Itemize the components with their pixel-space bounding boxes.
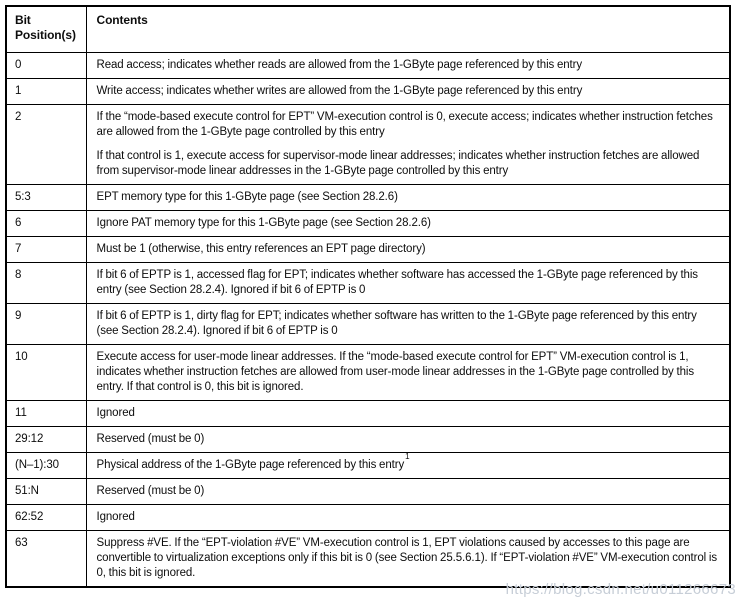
bit-cell: 8 (6, 263, 86, 304)
contents-cell (86, 211, 730, 237)
table-row (6, 53, 730, 79)
contents-cell (86, 401, 730, 427)
contents-paragraph: Ignore PAT memory type for this 1-GByte page (see Section 28.2.6) (96, 217, 431, 229)
bit-cell: 63 (6, 531, 86, 588)
bit-position-header: Bit Position(s) (6, 6, 86, 53)
table-row (6, 237, 730, 263)
table-row (6, 345, 730, 401)
contents-paragraph: Physical address of the 1-GByte page referenced by this entry$^1$ (96, 452, 410, 471)
bit-cell: 51:N (6, 479, 86, 505)
bit-cell: 29:12 (6, 427, 86, 453)
table-row (6, 185, 730, 211)
contents-cell (86, 427, 730, 453)
contents-header: Contents (86, 6, 730, 53)
bit-cell: 6 (6, 211, 86, 237)
contents-paragraph: Reserved (must be 0) (96, 433, 205, 445)
contents-paragraph: EPT memory type for this 1-GByte page (see Section 28.2.6) (96, 191, 398, 203)
contents-paragraph: Reserved (must be 0) (96, 485, 205, 497)
header-row (6, 6, 730, 53)
ept-pdpte-bit-table (5, 5, 731, 588)
bit-cell: (N–1):30 (6, 453, 86, 479)
contents-paragraph: Execute access for user-mode linear addresses. If the “mode-based execute control for EPT” VM-execution control is 1, indicates whether instruction fetches are allowed from user-mode linear addresses in the 1-GByte page controlled by this entry. If that control is 0, this bit is ignored. (96, 351, 694, 393)
table-row (6, 427, 730, 453)
contents-cell (86, 185, 730, 211)
csdn-watermark: https://blog.csdn.net/u011266673 (505, 581, 736, 598)
table-row (6, 263, 730, 304)
table-row (6, 505, 730, 531)
contents-paragraph: Must be 1 (otherwise, this entry references an EPT page directory) (96, 243, 426, 255)
table-row (6, 401, 730, 427)
contents-cell (86, 345, 730, 401)
table-row (6, 211, 730, 237)
contents-cell (86, 53, 730, 79)
bit-cell: 5:3 (6, 185, 86, 211)
bit-cell: 0 (6, 53, 86, 79)
footnote-marker: 1 (405, 452, 410, 462)
contents-paragraph: Suppress #VE. If the “EPT-violation #VE” VM-execution control is 1, EPT violations caused by accesses to this page are convertible to virtualization exceptions only if this bit is 0 (see Section 25.5.6.1). If “EPT-violation #VE” VM-execution control is 0, this bit is ignored. (96, 537, 717, 579)
contents-paragraph: Write access; indicates whether writes are allowed from the 1-GByte page referenced by this entry (96, 85, 583, 97)
contents-paragraph: If that control is 1, execute access for supervisor-mode linear addresses; indicates whether instruction fetches are allowed from supervisor-mode linear addresses in the 1-GByte page controlled by this entry (96, 150, 700, 177)
bit-cell: 2 (6, 105, 86, 185)
contents-cell (86, 505, 730, 531)
contents-paragraph: If bit 6 of EPTP is 1, dirty flag for EPT; indicates whether software has written to the 1-GByte page referenced by this entry (see Section 28.2.4). Ignored if bit 6 of EPTP is 0 (96, 310, 697, 337)
contents-cell (86, 237, 730, 263)
bit-cell: 10 (6, 345, 86, 401)
table-body (6, 53, 730, 588)
contents-cell (86, 105, 730, 185)
contents-cell (86, 479, 730, 505)
contents-cell (86, 79, 730, 105)
table-row (6, 79, 730, 105)
contents-cell (86, 304, 730, 345)
contents-paragraph: If the “mode-based execute control for EPT” VM-execution control is 0, execute access; indicates whether instruction fetches are allowed from the 1-GByte page controlled by this entry (96, 111, 713, 138)
table-row (6, 304, 730, 345)
table-header (6, 6, 730, 53)
bit-cell: 11 (6, 401, 86, 427)
contents-paragraph: Ignored (96, 511, 135, 523)
table-row (6, 531, 730, 588)
contents-cell (86, 263, 730, 304)
contents-paragraph: If bit 6 of EPTP is 1, accessed flag for EPT; indicates whether software has accessed the 1-GByte page referenced by this entry (see Section 28.2.4). Ignored if bit 6 of EPTP is 0 (96, 269, 698, 296)
bit-cell: 7 (6, 237, 86, 263)
contents-cell (86, 453, 730, 479)
table-row (6, 479, 730, 505)
contents-cell (86, 531, 730, 588)
bit-cell: 9 (6, 304, 86, 345)
contents-paragraph: Read access; indicates whether reads are allowed from the 1-GByte page referenced by this entry (96, 59, 583, 71)
bit-cell: 1 (6, 79, 86, 105)
table-row (6, 105, 730, 185)
bit-cell: 62:52 (6, 505, 86, 531)
contents-paragraph: Ignored (96, 407, 135, 419)
table-row (6, 453, 730, 479)
